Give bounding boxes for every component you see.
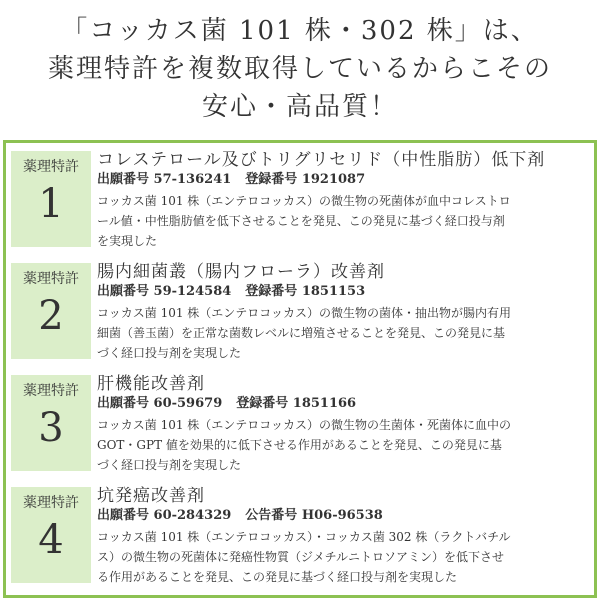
patent-description <box>97 303 589 363</box>
patent-badge-label: 薬理特許 <box>23 271 79 287</box>
description-line: コッカス菌 101 株（エンテロコッカス）・コッカス菌 302 株（ラクトバチル <box>97 530 511 544</box>
patent-title: コレステロール及びトリグリセリド（中性脂肪）低下剤 <box>97 150 546 170</box>
patent-badge-label: 薬理特許 <box>23 159 79 175</box>
patent-title: 腸内細菌叢（腸内フローラ）改善剤 <box>97 262 385 282</box>
patent-item-2 <box>11 259 587 363</box>
patent-content <box>97 149 589 251</box>
patent-item-1 <box>11 147 587 251</box>
headline <box>0 12 600 126</box>
patent-title: 坑発癌改善剤 <box>97 486 205 506</box>
patent-title: 肝機能改善剤 <box>97 374 205 394</box>
publication-number: 公告番号 H06-96538 <box>245 508 383 523</box>
headline-line-2: 薬理特許を複数取得しているからこその <box>47 54 552 84</box>
description-line: る作用があることを発見、この発見に基づく経口投与剤を実現した <box>97 570 458 584</box>
patent-numbers <box>97 395 589 413</box>
registration-number: 登録番号 1851166 <box>236 396 357 411</box>
patent-badge-label: 薬理特許 <box>23 383 79 399</box>
description-line: コッカス菌 101 株（エンテロコッカス）の微生物の死菌体が血中コレストロ <box>97 194 511 208</box>
patent-badge <box>11 151 91 247</box>
patent-number: 1 <box>38 181 64 227</box>
patent-description <box>97 527 589 587</box>
patent-description <box>97 191 589 251</box>
patent-badge <box>11 487 91 583</box>
patent-badge-label: 薬理特許 <box>23 495 79 511</box>
description-line: づく経口投与剤を実現した <box>97 346 242 360</box>
application-number: 出願番号 60-284329 <box>97 508 232 523</box>
patent-content <box>97 373 589 475</box>
description-line: ス）の微生物の死菌体に発癌性物質（ジメチルニトロソアミン）を低下させ <box>97 550 505 564</box>
description-line: コッカス菌 101 株（エンテロコッカス）の微生物の生菌体・死菌体に血中の <box>97 418 512 432</box>
patent-content <box>97 261 589 363</box>
application-number: 出願番号 59-124584 <box>97 284 232 299</box>
patent-number: 4 <box>38 517 64 563</box>
patent-description <box>97 415 589 475</box>
patent-number: 3 <box>38 405 64 451</box>
application-number: 出願番号 60-59679 <box>97 396 223 411</box>
patent-content <box>97 485 589 587</box>
description-line: GOT・GPT 値を効果的に低下させる作用があることを発見、この発見に基 <box>97 438 502 452</box>
patent-item-4 <box>11 483 587 587</box>
patent-item-3 <box>11 371 587 475</box>
registration-number: 登録番号 1921087 <box>245 172 366 187</box>
description-line: コッカス菌 101 株（エンテロコッカス）の微生物の菌体・抽出物が腸内有用 <box>97 306 512 320</box>
patent-numbers <box>97 283 589 301</box>
patent-list-frame <box>3 140 597 598</box>
headline-line-1: 「コッカス菌 101 株・302 株」は、 <box>61 16 539 46</box>
patent-numbers <box>97 507 589 525</box>
registration-number: 登録番号 1851153 <box>245 284 366 299</box>
application-number: 出願番号 57-136241 <box>97 172 232 187</box>
patent-badge <box>11 263 91 359</box>
patent-numbers <box>97 171 589 189</box>
patent-badge <box>11 375 91 471</box>
description-line: を実現した <box>97 234 158 248</box>
headline-line-3: 安心・高品質！ <box>201 92 398 122</box>
description-line: づく経口投与剤を実現した <box>97 458 242 472</box>
patent-number: 2 <box>38 293 64 339</box>
description-line: 細菌（善玉菌）を正常な菌数レベルに増殖させることを発見、この発見に基 <box>97 326 506 340</box>
description-line: ール値・中性脂肪値を低下させることを発見、この発見に基づく経口投与剤 <box>97 214 505 228</box>
